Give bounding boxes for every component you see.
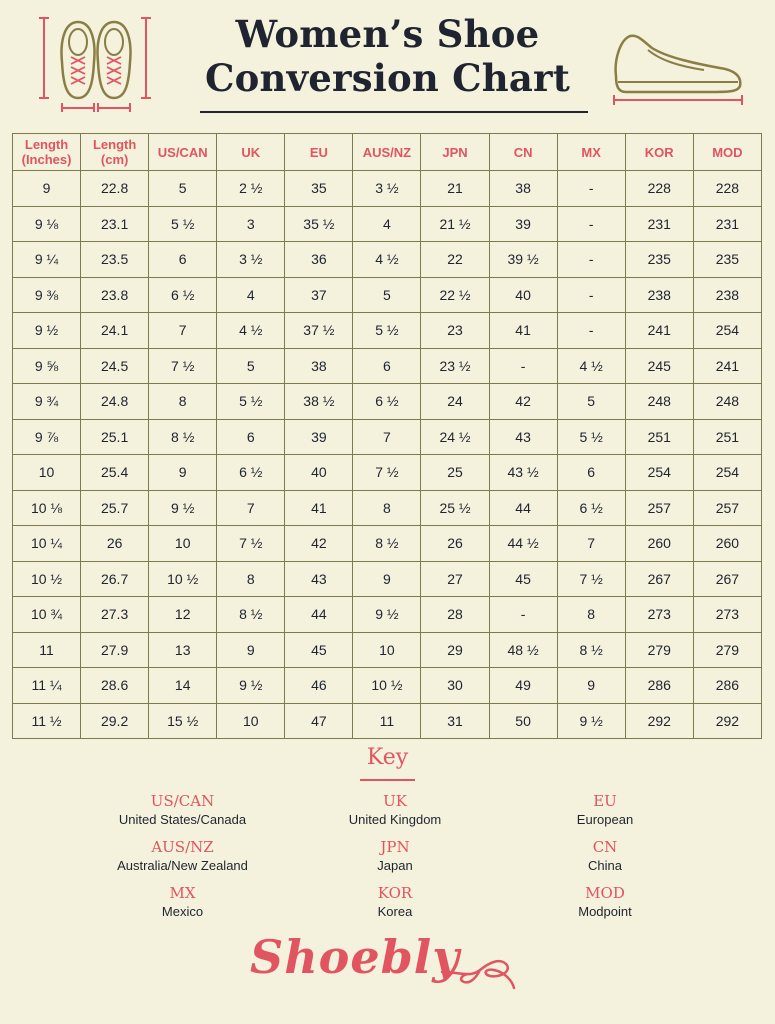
table-cell: 41 <box>285 490 353 526</box>
table-cell: 44 <box>285 597 353 633</box>
table-cell: 38 <box>285 348 353 384</box>
title-underline <box>200 111 588 113</box>
column-header: UK <box>217 134 285 171</box>
table-cell: 24.5 <box>81 348 149 384</box>
table-cell: 5 ½ <box>217 384 285 420</box>
table-cell: 241 <box>693 348 761 384</box>
table-cell: 23 ½ <box>421 348 489 384</box>
table-cell: 7 ½ <box>353 455 421 491</box>
table-cell: 7 ½ <box>149 348 217 384</box>
table-cell: 257 <box>625 490 693 526</box>
table-cell: 235 <box>693 242 761 278</box>
table-cell: 254 <box>693 313 761 349</box>
table-cell: 9 ½ <box>557 703 625 739</box>
table-cell: 10 ¾ <box>13 597 81 633</box>
table-cell: 3 <box>217 206 285 242</box>
table-cell: 14 <box>149 668 217 704</box>
key-abbreviation: KOR <box>377 884 413 902</box>
table-cell: 251 <box>625 419 693 455</box>
table-cell: 37 <box>285 277 353 313</box>
table-cell: 279 <box>625 632 693 668</box>
table-cell: 5 <box>149 171 217 207</box>
table-cell: 286 <box>693 668 761 704</box>
table-cell: 48 ½ <box>489 632 557 668</box>
table-cell: 10 <box>13 455 81 491</box>
key-item <box>75 792 290 830</box>
table-cell: 3 ½ <box>217 242 285 278</box>
table-cell: - <box>557 171 625 207</box>
column-header: AUS/NZ <box>353 134 421 171</box>
table-cell: 267 <box>693 561 761 597</box>
brand-logo <box>250 930 540 1000</box>
table-cell: 231 <box>625 206 693 242</box>
table-cell: 12 <box>149 597 217 633</box>
table-cell: 25 <box>421 455 489 491</box>
key-item <box>500 792 710 830</box>
key-full-name: China <box>588 858 622 873</box>
table-cell: 10 <box>149 526 217 562</box>
table-row <box>13 526 762 562</box>
table-row <box>13 490 762 526</box>
table-cell: 245 <box>625 348 693 384</box>
key-abbreviation: JPN <box>380 838 410 856</box>
table-cell: 9 <box>149 455 217 491</box>
table-cell: 28.6 <box>81 668 149 704</box>
table-cell: 41 <box>489 313 557 349</box>
table-cell: 22 ½ <box>421 277 489 313</box>
page-title <box>190 12 585 100</box>
table-cell: - <box>489 348 557 384</box>
table-row <box>13 419 762 455</box>
key-item <box>290 792 500 830</box>
table-cell: 44 ½ <box>489 526 557 562</box>
table-cell: 5 <box>217 348 285 384</box>
table-cell: 10 <box>217 703 285 739</box>
key-full-name: Modpoint <box>578 904 632 919</box>
table-row <box>13 632 762 668</box>
table-cell: 35 <box>285 171 353 207</box>
table-cell: 23.1 <box>81 206 149 242</box>
key-abbreviation: AUS/NZ <box>151 838 214 856</box>
table-cell: 27 <box>421 561 489 597</box>
key-full-name: United Kingdom <box>348 812 442 827</box>
table-cell: 2 ½ <box>217 171 285 207</box>
table-cell: 9 ½ <box>13 313 81 349</box>
table-cell: 4 <box>217 277 285 313</box>
column-header: EU <box>285 134 353 171</box>
table-cell: 6 ½ <box>217 455 285 491</box>
table-cell: 10 ½ <box>149 561 217 597</box>
table-cell: 8 ½ <box>217 597 285 633</box>
table-row <box>13 348 762 384</box>
table-cell: 25 ½ <box>421 490 489 526</box>
table-cell: 8 ½ <box>149 419 217 455</box>
table-cell: 11 ½ <box>13 703 81 739</box>
table-cell: 273 <box>625 597 693 633</box>
table-cell: 7 ½ <box>217 526 285 562</box>
table-cell: 9 <box>557 668 625 704</box>
key-abbreviation: MOD <box>585 884 625 902</box>
table-cell: 9 ½ <box>149 490 217 526</box>
table-row <box>13 384 762 420</box>
table-cell: 10 ⅛ <box>13 490 81 526</box>
table-cell: 47 <box>285 703 353 739</box>
table-cell: 9 ½ <box>353 597 421 633</box>
table-cell: 42 <box>285 526 353 562</box>
table-cell: 43 <box>489 419 557 455</box>
table-cell: 27.9 <box>81 632 149 668</box>
table-cell: 31 <box>421 703 489 739</box>
table-cell: - <box>557 313 625 349</box>
table-cell: 8 <box>149 384 217 420</box>
table-cell: 6 <box>557 455 625 491</box>
table-cell: 267 <box>625 561 693 597</box>
key-full-name: Korea <box>377 904 413 919</box>
table-cell: 10 ¼ <box>13 526 81 562</box>
title-line-2: Conversion Chart <box>204 56 571 100</box>
table-row <box>13 668 762 704</box>
table-row <box>13 277 762 313</box>
table-cell: 27.3 <box>81 597 149 633</box>
column-header: Length (cm) <box>81 134 149 171</box>
table-cell: 241 <box>625 313 693 349</box>
table-cell: 257 <box>693 490 761 526</box>
table-cell: 292 <box>625 703 693 739</box>
key-full-name: Mexico <box>161 904 204 919</box>
table-cell: 30 <box>421 668 489 704</box>
table-cell: 7 ½ <box>557 561 625 597</box>
table-cell: 5 <box>353 277 421 313</box>
table-cell: 10 <box>353 632 421 668</box>
table-cell: 8 ½ <box>353 526 421 562</box>
table-cell: 50 <box>489 703 557 739</box>
table-header-row <box>13 134 762 171</box>
table-cell: 26 <box>81 526 149 562</box>
table-cell: 254 <box>693 455 761 491</box>
table-cell: 4 ½ <box>353 242 421 278</box>
table-cell: 40 <box>489 277 557 313</box>
column-header: KOR <box>625 134 693 171</box>
key-underline <box>360 779 415 781</box>
table-cell: 39 <box>285 419 353 455</box>
table-cell: 9 ⅝ <box>13 348 81 384</box>
table-cell: 6 <box>149 242 217 278</box>
key-title: Key <box>366 745 409 770</box>
key-abbreviation: MX <box>169 884 196 902</box>
table-cell: 8 <box>353 490 421 526</box>
table-cell: 6 <box>353 348 421 384</box>
column-header: Length (Inches) <box>13 134 81 171</box>
table-cell: 35 ½ <box>285 206 353 242</box>
table-cell: 9 ⅛ <box>13 206 81 242</box>
key-item <box>290 838 500 876</box>
table-cell: 3 ½ <box>353 171 421 207</box>
table-cell: 231 <box>693 206 761 242</box>
table-cell: 42 <box>489 384 557 420</box>
header <box>0 0 775 120</box>
column-header: CN <box>489 134 557 171</box>
column-header: MX <box>557 134 625 171</box>
table-cell: - <box>557 242 625 278</box>
table-cell: 9 ½ <box>217 668 285 704</box>
table-cell: 24.8 <box>81 384 149 420</box>
table-cell: 5 ½ <box>557 419 625 455</box>
table-cell: 28 <box>421 597 489 633</box>
table-cell: 9 <box>217 632 285 668</box>
table-cell: 21 <box>421 171 489 207</box>
conversion-table <box>12 133 762 739</box>
table-cell: 10 ½ <box>13 561 81 597</box>
table-cell: 25.1 <box>81 419 149 455</box>
table-cell: 251 <box>693 419 761 455</box>
table-row <box>13 171 762 207</box>
table-cell: 4 <box>353 206 421 242</box>
table-cell: 7 <box>149 313 217 349</box>
key-item <box>75 838 290 876</box>
key-abbreviation: US/CAN <box>150 792 215 810</box>
table-cell: 23.5 <box>81 242 149 278</box>
table-cell: 4 ½ <box>217 313 285 349</box>
sneaker-side-view-icon <box>608 30 748 110</box>
table-cell: 286 <box>625 668 693 704</box>
table-cell: 273 <box>693 597 761 633</box>
table-cell: 5 ½ <box>353 313 421 349</box>
table-cell: 37 ½ <box>285 313 353 349</box>
column-header: US/CAN <box>149 134 217 171</box>
table-cell: 44 <box>489 490 557 526</box>
table-cell: 9 <box>353 561 421 597</box>
table-cell: 43 ½ <box>489 455 557 491</box>
table-cell: 238 <box>693 277 761 313</box>
table-cell: 38 <box>489 171 557 207</box>
table-cell: 49 <box>489 668 557 704</box>
table-cell: 22 <box>421 242 489 278</box>
table-cell: 248 <box>693 384 761 420</box>
table-cell: 10 ½ <box>353 668 421 704</box>
table-row <box>13 455 762 491</box>
table-cell: 8 <box>217 561 285 597</box>
table-row <box>13 313 762 349</box>
table-cell: 45 <box>489 561 557 597</box>
table-cell: 228 <box>625 171 693 207</box>
table-cell: 36 <box>285 242 353 278</box>
table-cell: 6 <box>217 419 285 455</box>
table-cell: - <box>557 277 625 313</box>
table-cell: 279 <box>693 632 761 668</box>
table-cell: 29 <box>421 632 489 668</box>
table-cell: 15 ½ <box>149 703 217 739</box>
table-cell: 6 ½ <box>149 277 217 313</box>
key-item <box>500 884 710 922</box>
table-cell: 9 ¼ <box>13 242 81 278</box>
table-cell: 38 ½ <box>285 384 353 420</box>
table-cell: 46 <box>285 668 353 704</box>
table-cell: 8 <box>557 597 625 633</box>
table-cell: 23 <box>421 313 489 349</box>
key-abbreviation: UK <box>383 792 407 810</box>
table-cell: 5 ½ <box>149 206 217 242</box>
table-cell: 11 <box>13 632 81 668</box>
table-cell: 26.7 <box>81 561 149 597</box>
table-cell: 238 <box>625 277 693 313</box>
key-item <box>500 838 710 876</box>
table-cell: 7 <box>557 526 625 562</box>
table-cell: 24.1 <box>81 313 149 349</box>
table-cell: 13 <box>149 632 217 668</box>
table-cell: 21 ½ <box>421 206 489 242</box>
table-cell: 26 <box>421 526 489 562</box>
table-cell: 7 <box>217 490 285 526</box>
table-cell: - <box>489 597 557 633</box>
column-header: JPN <box>421 134 489 171</box>
table-cell: 260 <box>693 526 761 562</box>
table-cell: 292 <box>693 703 761 739</box>
table-body <box>13 171 762 739</box>
table-cell: 5 <box>557 384 625 420</box>
table-cell: 23.8 <box>81 277 149 313</box>
table-row <box>13 597 762 633</box>
table-cell: 7 <box>353 419 421 455</box>
key-full-name: United States/Canada <box>118 812 247 827</box>
table-cell: 25.7 <box>81 490 149 526</box>
brand-name: Shoebly <box>250 930 460 984</box>
table-cell: 39 ½ <box>489 242 557 278</box>
table-cell: 25.4 <box>81 455 149 491</box>
table-cell: 29.2 <box>81 703 149 739</box>
table-cell: 9 ⅜ <box>13 277 81 313</box>
table-cell: 228 <box>693 171 761 207</box>
table-cell: 254 <box>625 455 693 491</box>
table-cell: 43 <box>285 561 353 597</box>
table-cell: 11 ¼ <box>13 668 81 704</box>
table-cell: 22.8 <box>81 171 149 207</box>
table-cell: 4 ½ <box>557 348 625 384</box>
key-full-name: European <box>576 812 634 827</box>
table-row <box>13 703 762 739</box>
table-cell: - <box>557 206 625 242</box>
key-legend <box>80 792 700 922</box>
table-cell: 6 ½ <box>557 490 625 526</box>
key-abbreviation: EU <box>593 792 617 810</box>
key-full-name: Australia/New Zealand <box>117 858 248 873</box>
key-full-name: Japan <box>377 858 413 873</box>
table-row <box>13 242 762 278</box>
table-cell: 11 <box>353 703 421 739</box>
table-row <box>13 206 762 242</box>
table-cell: 260 <box>625 526 693 562</box>
table-cell: 9 ¾ <box>13 384 81 420</box>
shoelace-bow-icon <box>440 948 520 998</box>
table-cell: 40 <box>285 455 353 491</box>
key-item <box>75 884 290 922</box>
table-cell: 9 ⅞ <box>13 419 81 455</box>
table-cell: 8 ½ <box>557 632 625 668</box>
table-cell: 9 <box>13 171 81 207</box>
shoes-top-view-icon <box>36 12 156 112</box>
title-line-1: Women’s Shoe <box>235 12 540 56</box>
table-cell: 6 ½ <box>353 384 421 420</box>
table-cell: 235 <box>625 242 693 278</box>
table-cell: 45 <box>285 632 353 668</box>
column-header: MOD <box>693 134 761 171</box>
key-abbreviation: CN <box>592 838 618 856</box>
table-cell: 248 <box>625 384 693 420</box>
table-cell: 24 ½ <box>421 419 489 455</box>
table-cell: 24 <box>421 384 489 420</box>
key-item <box>290 884 500 922</box>
table-cell: 39 <box>489 206 557 242</box>
table-row <box>13 561 762 597</box>
